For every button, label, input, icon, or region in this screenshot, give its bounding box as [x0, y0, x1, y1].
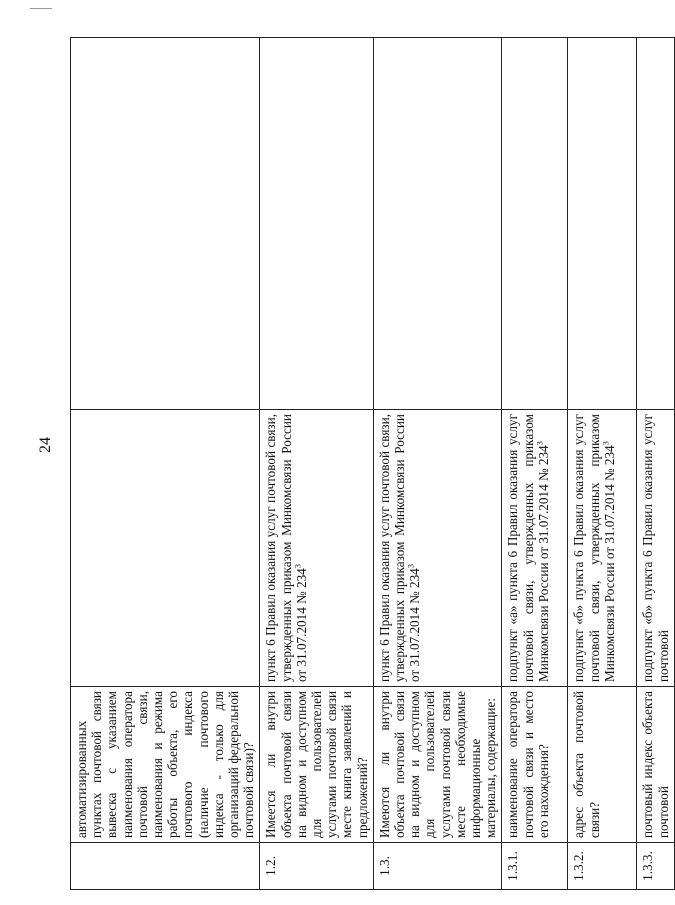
result-cell — [502, 38, 568, 410]
table-row — [502, 38, 568, 890]
legal-basis-text: подпункт «а» пункта 6 Правил оказания услуг почтовой связи, утвержденных приказом Минкомсвязи России от 31.07.2014 № 234 — [505, 414, 551, 682]
footnote-ref: 3 — [292, 563, 303, 569]
result-cell — [373, 38, 502, 410]
footnote-ref: 3 — [534, 441, 545, 446]
table-row — [71, 38, 260, 890]
row-number: 1.3.1. — [502, 843, 568, 890]
footnote-ref: 3 — [405, 563, 416, 569]
row-number: 1.2. — [260, 843, 373, 890]
checklist-table — [70, 37, 675, 890]
legal-basis-text: пункт 6 Правил оказания услуг почтовой связи, утвержденных приказом Минкомсвязи России от 31.07.2014 № 234 — [263, 414, 309, 682]
result-cell — [71, 38, 260, 410]
legal-basis-text: подпункт «б» пункта 6 Правил оказания услуг почтовой связи, утвержденных приказом Минкомсвязи России от 31.07.2014 № 234 — [571, 414, 617, 682]
question-cell: автоматизированных пунктах почтовой связи вывеска с указанием наименования оператора почтовой связи, наименования и режима работы объекта, его почтового индекса (наличие почтового индекса - только для организаций федеральной почтовой связи)? — [71, 687, 260, 843]
result-cell — [568, 38, 637, 410]
legal-basis-cell — [260, 410, 373, 687]
question-cell: почтовый индекс объекта почтовой — [637, 687, 674, 843]
legal-basis-cell — [568, 410, 637, 687]
footnote-ref: 3 — [600, 441, 611, 446]
result-cell — [637, 38, 674, 410]
legal-basis-cell — [71, 410, 260, 687]
question-cell: Имеется ли внутри объекта почтовой связи на видном и доступном для пользователей услугами почтовой связи месте книга заявлений и предложений? — [260, 687, 373, 843]
row-number: 1.3.2. — [568, 843, 637, 890]
table-row — [373, 38, 502, 890]
legal-basis-cell: подпункт «б» пункта 6 Правил оказания услуг почтовой — [637, 410, 674, 687]
table-row — [568, 38, 637, 890]
table-row — [260, 38, 373, 890]
row-number: 1.3. — [373, 843, 502, 890]
legal-basis-cell — [502, 410, 568, 687]
question-cell: наименование оператора почтовой связи и место его нахождения? — [502, 687, 568, 843]
row-number — [71, 843, 260, 890]
legal-basis-text: пункт 6 Правил оказания услуг почтовой связи, утвержденных приказом Минкомсвязи России от 31.07.2014 № 234 — [376, 414, 423, 682]
legal-basis-cell — [373, 410, 502, 687]
row-number: 1.3.3. — [637, 843, 674, 890]
page-number: 24 — [37, 437, 54, 453]
question-cell: адрес объекта почтовой связи? — [568, 687, 637, 843]
question-cell: Имеются ли внутри объекта почтовой связи на видном и доступном для пользователей услугами почтовой связи месте необходимые информационные материалы, содержащие: — [373, 687, 502, 843]
table-row — [637, 38, 674, 890]
result-cell — [260, 38, 373, 410]
